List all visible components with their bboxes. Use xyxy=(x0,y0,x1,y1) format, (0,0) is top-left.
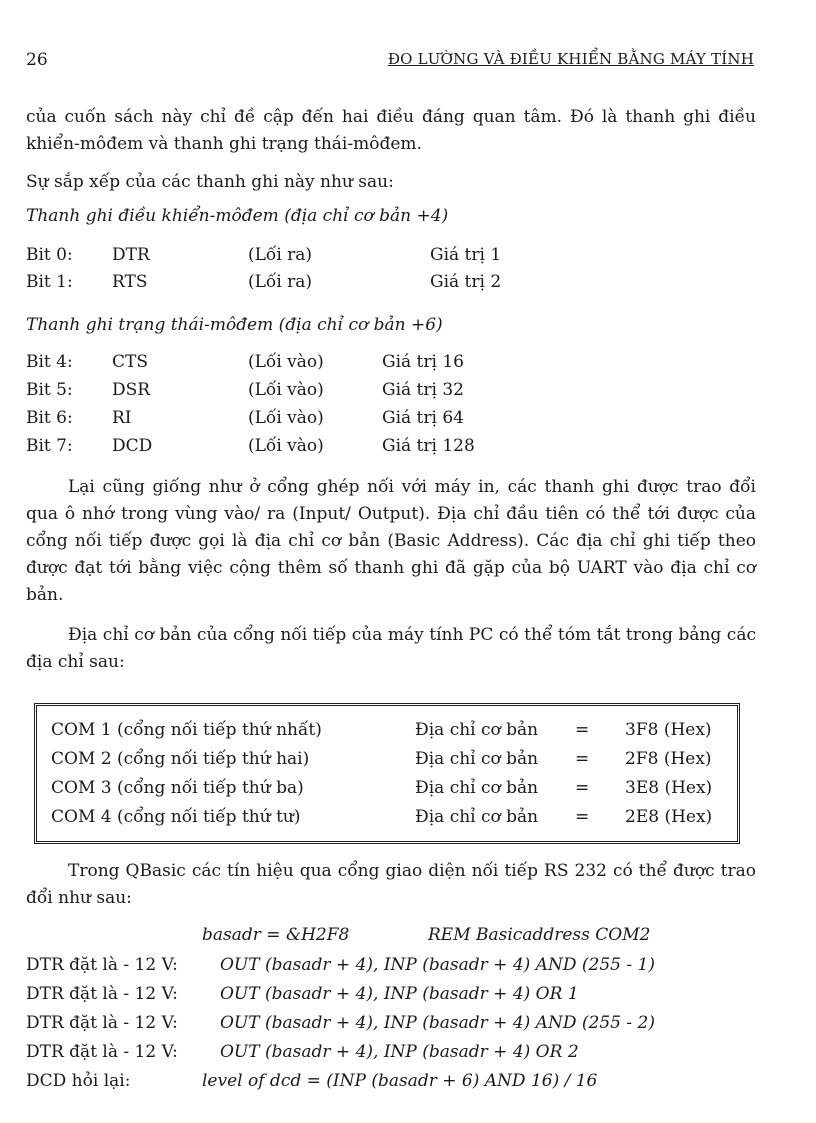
signal-name: RTS xyxy=(112,272,148,292)
signal-name: DTR xyxy=(112,245,150,265)
register-row xyxy=(26,380,626,406)
code-line xyxy=(26,925,766,951)
address-label: Địa chỉ cơ bản xyxy=(415,778,539,798)
code-label: DTR đặt là - 12 V: xyxy=(26,1042,178,1062)
body-paragraph: Lại cũng giống như ở cổng ghép nối với máy in, các thanh ghi được trao đổi qua ô nhớ trong vùng vào/ ra (Input/ Output). Địa chỉ đầu tiên có thể tới được của cổng nối tiếp được gọi là địa chỉ cơ bản (Basic Address). Các địa chỉ ghi tiếp theo được đạt tới bằng việc cộng thêm số thanh ghi đã gặp của bộ UART vào địa chỉ cơ bản. xyxy=(26,477,756,605)
intro-paragraph: của cuốn sách này chỉ đề cập đến hai điều đáng quan tâm. Đó là thanh ghi điều khiển-môđem và thanh ghi trạng thái-môđem. xyxy=(26,107,756,154)
address-label: Địa chỉ cơ bản xyxy=(415,720,539,740)
bit-label: Bit 7: xyxy=(26,436,73,456)
com-address-table xyxy=(34,703,740,844)
bit-value: Giá trị 1 xyxy=(430,245,502,265)
equals-sign: = xyxy=(575,778,590,798)
code-statement: OUT (basadr + 4), INP (basadr + 4) AND (255 - 1) xyxy=(220,955,655,975)
arrangement-text: Sự sắp xếp của các thanh ghi này như sau: xyxy=(26,172,394,192)
bit-value: Giá trị 128 xyxy=(382,436,475,456)
page-header xyxy=(26,50,754,74)
equals-sign: = xyxy=(575,749,590,769)
code-line xyxy=(26,984,766,1010)
signal-name: DCD xyxy=(112,436,153,456)
code-statement: OUT (basadr + 4), INP (basadr + 4) OR 2 xyxy=(220,1042,579,1062)
code-line xyxy=(26,955,766,981)
signal-direction: (Lối ra) xyxy=(248,245,313,265)
bit-label: Bit 6: xyxy=(26,408,73,428)
signal-direction: (Lối vào) xyxy=(248,436,324,456)
code-statement: level of dcd = (INP (basadr + 6) AND 16) / 16 xyxy=(202,1071,598,1091)
table-row xyxy=(51,720,731,746)
code-line xyxy=(26,1071,766,1097)
equals-sign: = xyxy=(575,807,590,827)
base-address: 3F8 (Hex) xyxy=(625,720,712,740)
running-title: ĐO LƯỜNG VÀ ĐIỀU KHIỂN BẰNG MÁY TÍNH xyxy=(387,50,754,68)
register-row xyxy=(26,245,626,271)
register-row xyxy=(26,408,626,434)
table-row xyxy=(51,807,731,833)
bit-label: Bit 5: xyxy=(26,380,73,400)
bit-value: Giá trị 64 xyxy=(382,408,464,428)
register-row xyxy=(26,272,626,298)
register-row xyxy=(26,352,626,378)
code-statement: OUT (basadr + 4), INP (basadr + 4) OR 1 xyxy=(220,984,579,1004)
code-label: DTR đặt là - 12 V: xyxy=(26,955,178,975)
basadr-assignment: basadr = &H2F8 xyxy=(202,925,350,945)
body-paragraph: Địa chỉ cơ bản của cổng nối tiếp của máy tính PC có thể tóm tắt trong bảng các địa chỉ sau: xyxy=(26,625,756,672)
com-port: COM 4 (cổng nối tiếp thứ tư) xyxy=(51,807,301,827)
bit-label: Bit 1: xyxy=(26,272,73,292)
signal-name: DSR xyxy=(112,380,151,400)
body-paragraph: Trong QBasic các tín hiệu qua cổng giao diện nối tiếp RS 232 có thể được trao đổi như sau: xyxy=(26,861,756,908)
bit-value: Giá trị 2 xyxy=(430,272,502,292)
address-label: Địa chỉ cơ bản xyxy=(415,749,539,769)
bit-label: Bit 4: xyxy=(26,352,73,372)
base-address: 3E8 (Hex) xyxy=(625,778,713,798)
code-label: DCD hỏi lại: xyxy=(26,1071,131,1091)
address-label: Địa chỉ cơ bản xyxy=(415,807,539,827)
code-label: DTR đặt là - 12 V: xyxy=(26,1013,178,1033)
base-address: 2E8 (Hex) xyxy=(625,807,713,827)
bit-value: Giá trị 32 xyxy=(382,380,464,400)
code-statement: OUT (basadr + 4), INP (basadr + 4) AND (255 - 2) xyxy=(220,1013,655,1033)
com-port: COM 1 (cổng nối tiếp thứ nhất) xyxy=(51,720,322,740)
signal-direction: (Lối vào) xyxy=(248,408,324,428)
signal-name: RI xyxy=(112,408,132,428)
page-number: 26 xyxy=(26,50,48,70)
modem-status-title: Thanh ghi trạng thái-môđem (địa chỉ cơ bản +6) xyxy=(26,315,443,335)
table-row xyxy=(51,749,731,775)
com-port: COM 2 (cổng nối tiếp thứ hai) xyxy=(51,749,310,769)
table-row xyxy=(51,778,731,804)
signal-name: CTS xyxy=(112,352,148,372)
base-address: 2F8 (Hex) xyxy=(625,749,712,769)
rem-comment: REM Basicaddress COM2 xyxy=(428,925,651,945)
bit-label: Bit 0: xyxy=(26,245,73,265)
modem-control-title: Thanh ghi điều khiển-môđem (địa chỉ cơ bản +4) xyxy=(26,206,449,226)
code-label: DTR đặt là - 12 V: xyxy=(26,984,178,1004)
signal-direction: (Lối vào) xyxy=(248,352,324,372)
register-row xyxy=(26,436,626,462)
signal-direction: (Lối vào) xyxy=(248,380,324,400)
com-port: COM 3 (cổng nối tiếp thứ ba) xyxy=(51,778,304,798)
bit-value: Giá trị 16 xyxy=(382,352,464,372)
signal-direction: (Lối ra) xyxy=(248,272,313,292)
code-line xyxy=(26,1013,766,1039)
equals-sign: = xyxy=(575,720,590,740)
code-line xyxy=(26,1042,766,1068)
